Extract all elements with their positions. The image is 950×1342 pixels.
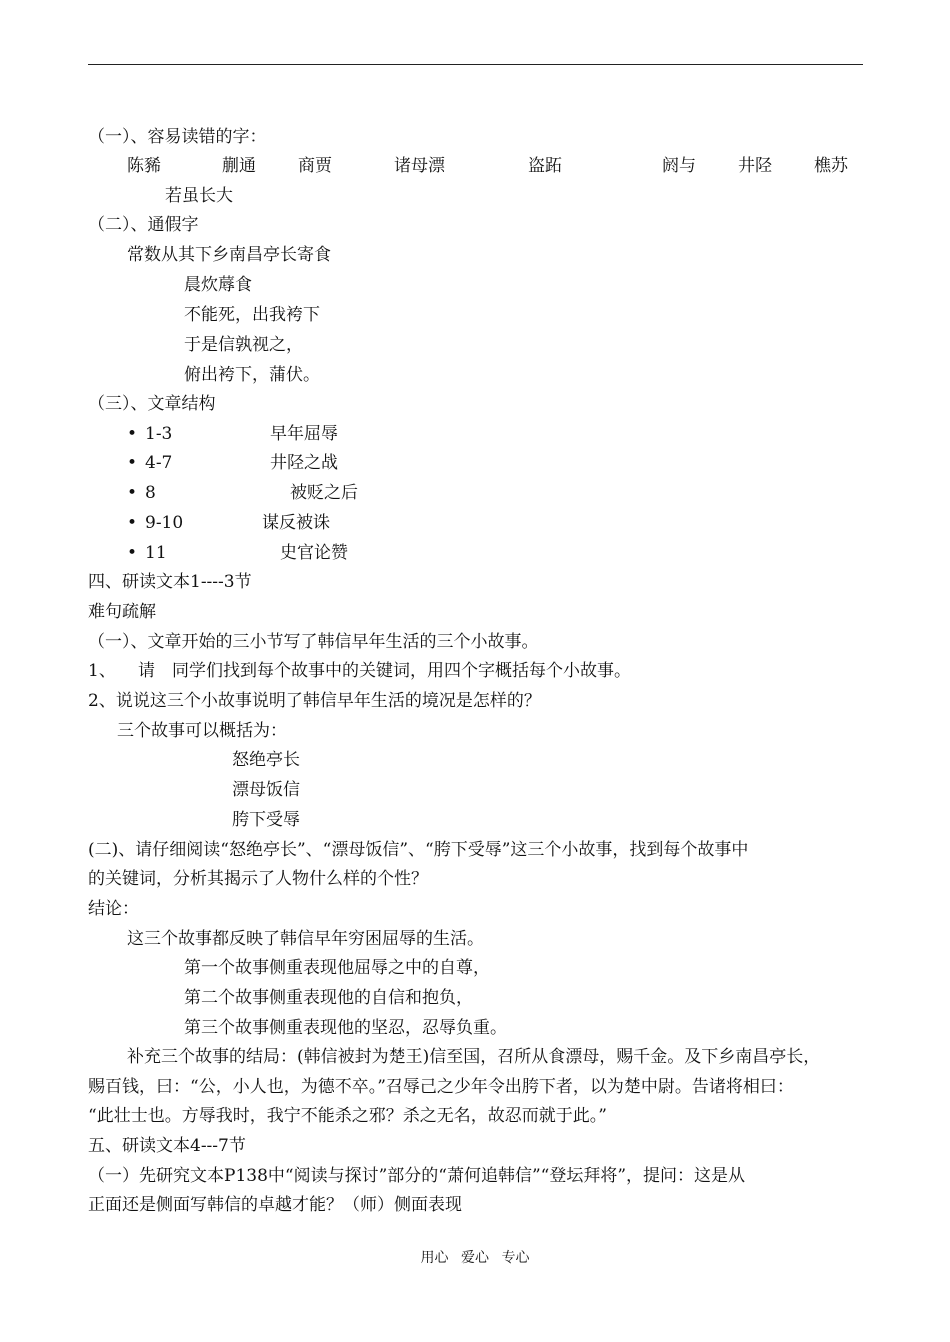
supplement-text: 补充三个故事的结局：(韩信被封为楚王)信至国，召所从食漂母，赐千金。及下乡南昌亭长， [127,1047,821,1067]
bullet-icon: • [127,424,138,444]
tongjia-line: 常数从其下乡南昌亭长寄食 [127,245,331,265]
footer-text: 爱心 [461,1250,489,1266]
section-heading-study-1-3: 四、研读文本1----3节 [88,572,252,592]
footer-text: 用心 [420,1250,449,1266]
question-text: 请 同学们找到每个故事中的关键词，用四个字概括每个小故事。 [138,661,631,681]
misread-word: 阏与 [662,156,696,176]
misread-word: 井陉 [738,156,772,176]
misread-word: 陈豨 [127,156,161,176]
section-heading-structure: （三）、文章结构 [88,394,216,414]
structure-title: 史官论赞 [280,543,348,563]
section-heading-study-4-7: 五、研读文本4---7节 [88,1136,246,1156]
structure-title: 被贬之后 [290,483,358,503]
misread-word: 盗跖 [528,156,562,176]
paragraph: 的关键词，分析其揭示了人物什么样的个性？ [88,869,428,889]
supplement-text: “此壮士也。方辱我时，我宁不能杀之邪？杀之无名，故忍而就于此。” [88,1106,607,1126]
paragraph: （一）、文章开始的三小节写了韩信早年生活的三个小故事。 [88,632,539,652]
subheading-difficult-sentences: 难句疏解 [88,602,156,622]
structure-title: 谋反被诛 [262,513,330,533]
paragraph: 正面还是侧面写韩信的卓越才能？（师）侧面表现 [88,1195,462,1215]
structure-range: 11 [145,543,167,563]
page-footer [0,1248,950,1268]
misread-word: 若虽长大 [165,186,233,206]
structure-range: 1-3 [145,424,173,444]
bullet-icon: • [127,483,138,503]
header-rule [88,64,863,65]
paragraph: (二)、请仔细阅读“怒绝亭长”、“漂母饭信”、“胯下受辱”这三个小故事，找到每个故事中 [88,840,749,860]
story-title: 胯下受辱 [232,810,300,830]
misread-word: 樵苏 [814,156,848,176]
misread-word: 商贾 [298,156,332,176]
tongjia-line: 俯出袴下，蒲伏。 [184,365,320,385]
structure-range: 4-7 [145,453,173,473]
tongjia-line: 于是信孰视之， [184,335,303,355]
conclusion-text: 这三个故事都反映了韩信早年穷困屈辱的生活。 [127,929,484,949]
bullet-icon: • [127,543,138,563]
tongjia-line: 晨炊蓐食 [184,275,252,295]
bullet-icon: • [127,453,138,473]
question: 2、说说这三个小故事说明了韩信早年生活的境况是怎样的？ [88,691,541,711]
section-heading-misread-chars: （一）、容易读错的字： [88,127,267,147]
story-title: 怒绝亭长 [232,750,300,770]
summary-intro: 三个故事可以概括为： [117,721,287,741]
misread-word: 诸母漂 [394,156,445,176]
section-heading-tongjia: （二）、通假字 [88,215,199,235]
structure-title: 井陉之战 [270,453,338,473]
structure-range: 8 [145,483,156,503]
tongjia-line: 不能死，出我袴下 [184,305,320,325]
structure-range: 9-10 [145,513,184,533]
misread-word: 蒯通 [222,156,256,176]
story-title: 漂母饭信 [232,780,300,800]
supplement-text: 赐百钱，曰：“公，小人也，为德不卒。”召辱己之少年令出胯下者，以为楚中尉。告诸将相曰： [88,1077,794,1097]
paragraph: （一）先研究文本P138中“阅读与探讨”部分的“萧何追韩信”“登坛拜将”，提问：这是从 [88,1166,746,1186]
question-number: 1、 [88,661,116,681]
conclusion-point: 第一个故事侧重表现他屈辱之中的自尊， [184,958,490,978]
footer-text: 专心 [501,1250,530,1266]
conclusion-label: 结论： [88,899,139,919]
conclusion-point: 第二个故事侧重表现他的自信和抱负， [184,988,473,1008]
structure-title: 早年屈辱 [270,424,338,444]
conclusion-point: 第三个故事侧重表现他的坚忍，忍辱负重。 [184,1018,507,1038]
bullet-icon: • [127,513,138,533]
